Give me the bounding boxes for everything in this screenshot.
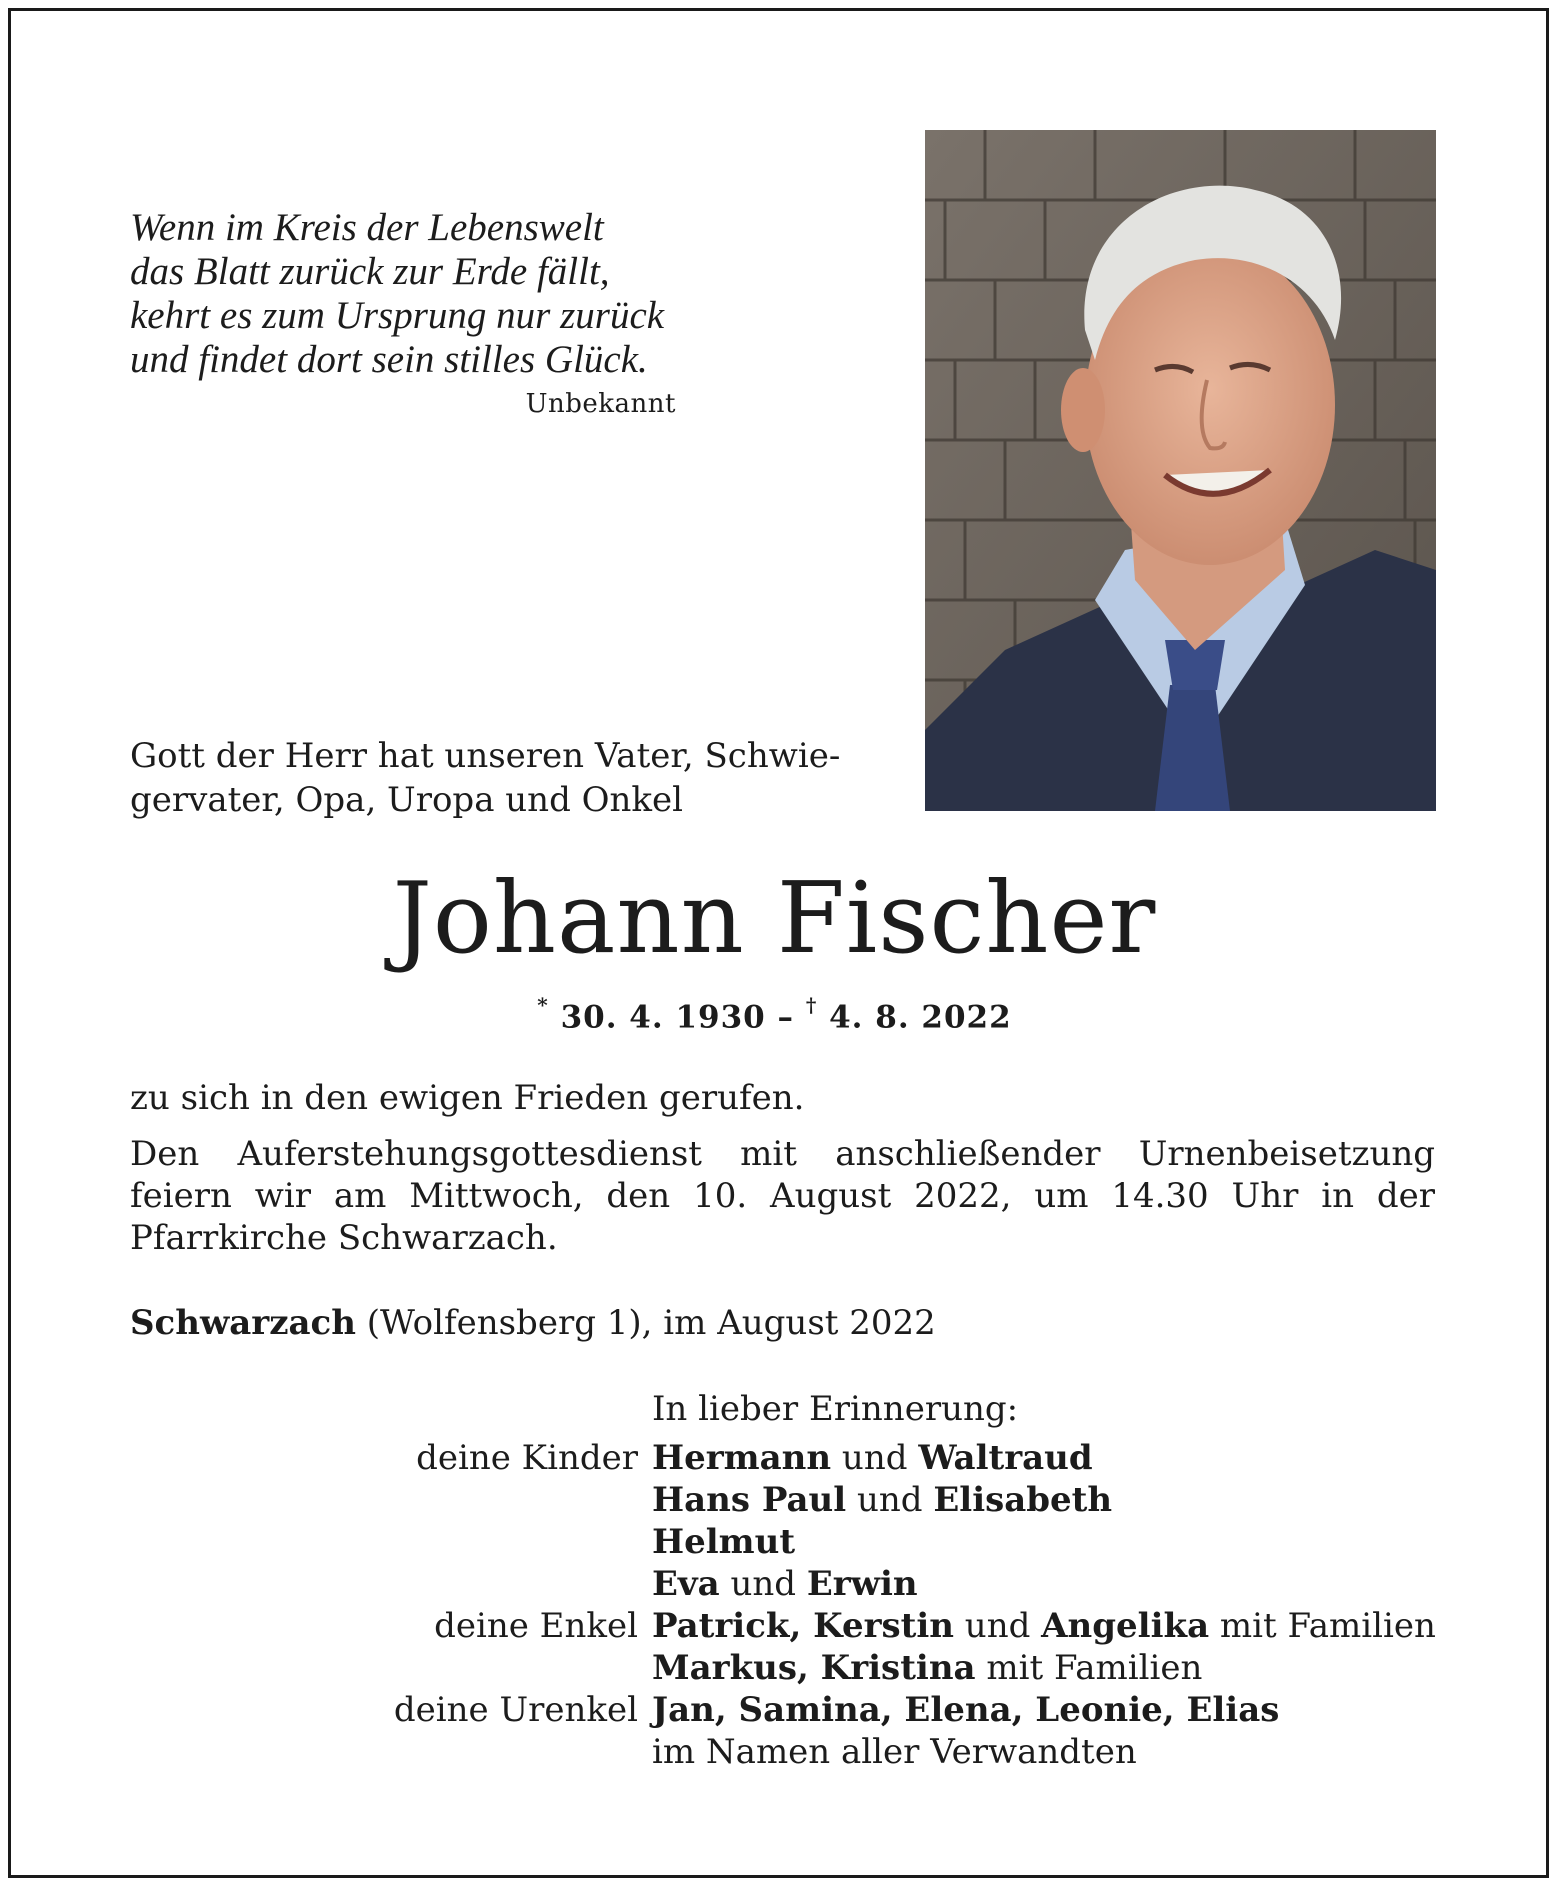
family-name: Hermann [652,1438,832,1478]
family-name: Markus, Kristina [652,1648,976,1688]
family-connector: und [953,1606,1042,1646]
family-name: Eva [652,1564,720,1604]
place-detail: (Wolfensberg 1), im August 2022 [355,1303,936,1343]
family-label [300,1479,652,1521]
family-row [300,1689,1436,1731]
family-names [652,1647,1202,1689]
deceased-name: Johann Fischer [392,862,1157,976]
family-name: Angelika [1041,1606,1210,1646]
family-label: deine Enkel [434,1606,638,1646]
family-label [300,1647,652,1689]
family-label [300,1563,652,1605]
called-text: zu sich in den ewigen Frieden gerufen. [130,1078,805,1118]
death-symbol: † [805,993,818,1017]
place-date [130,1303,936,1343]
family-names [652,1605,1436,1647]
family-name: Elisabeth [933,1480,1113,1520]
memory-header: In lieber Erinnerung: [652,1389,1019,1429]
poem-line: Wenn im Kreis der Lebenswelt [130,206,604,249]
family-label [300,1521,652,1563]
birth-symbol: * [537,993,549,1017]
intro-line: gervater, Opa, Uropa und Onkel [130,780,684,820]
family-name: Patrick, Kerstin [652,1606,954,1646]
family-names [652,1521,795,1563]
family-name: Waltraud [918,1438,1093,1478]
family-connector: und [719,1564,807,1604]
closing-text: im Namen aller Verwandten [652,1732,1137,1772]
poem-line: und findet dort sein stilles Glück. [130,338,648,381]
family-names [652,1479,1112,1521]
family-row [300,1521,1436,1563]
portrait-illustration [925,130,1436,811]
family-label: deine Urenkel [393,1690,638,1730]
family-connector: mit Familien [1209,1606,1436,1646]
intro-line: Gott der Herr hat unseren Vater, Schwie- [130,736,841,776]
intro-text [130,734,890,822]
family-row [300,1731,1436,1773]
service-text: Den Auferstehungsgottesdienst mit anschließender Urnenbeisetzung feiern wir am Mittwoch, den 10. August 2022, um 14.30 Uhr in der Pfarrkirche Schwarzach. [130,1134,1435,1258]
family-names [652,1563,918,1605]
family-row [300,1479,1436,1521]
portrait-photo [925,130,1436,811]
family-names [652,1689,1279,1731]
family-connector: und [831,1438,919,1478]
family-label: deine Kinder [416,1438,638,1478]
family-connector: und [846,1480,934,1520]
poem [130,206,690,382]
family-row [300,1563,1436,1605]
birth-date: 30. 4. 1930 [560,999,766,1036]
death-date: 4. 8. 2022 [829,999,1012,1036]
poem-line: kehrt es zum Ursprung nur zurück [130,294,665,337]
family-connector: mit Familien [975,1648,1203,1688]
family-name: Erwin [806,1564,918,1604]
family-name: Hans Paul [652,1480,847,1520]
family-row [300,1437,1436,1479]
poem-attribution: Unbekannt [525,389,676,419]
family-name: Helmut [652,1522,796,1562]
family-names [652,1437,1093,1479]
family-row [300,1647,1436,1689]
family-label [300,1731,652,1773]
family-row [300,1605,1436,1647]
family-name: Jan, Samina, Elena, Leonie, Elias [652,1690,1280,1730]
family-list [300,1437,1436,1773]
life-dates [0,993,1549,1036]
place-name: Schwarzach [130,1303,356,1343]
date-separator: – [777,999,795,1036]
poem-line: das Blatt zurück zur Erde fällt, [130,250,610,293]
